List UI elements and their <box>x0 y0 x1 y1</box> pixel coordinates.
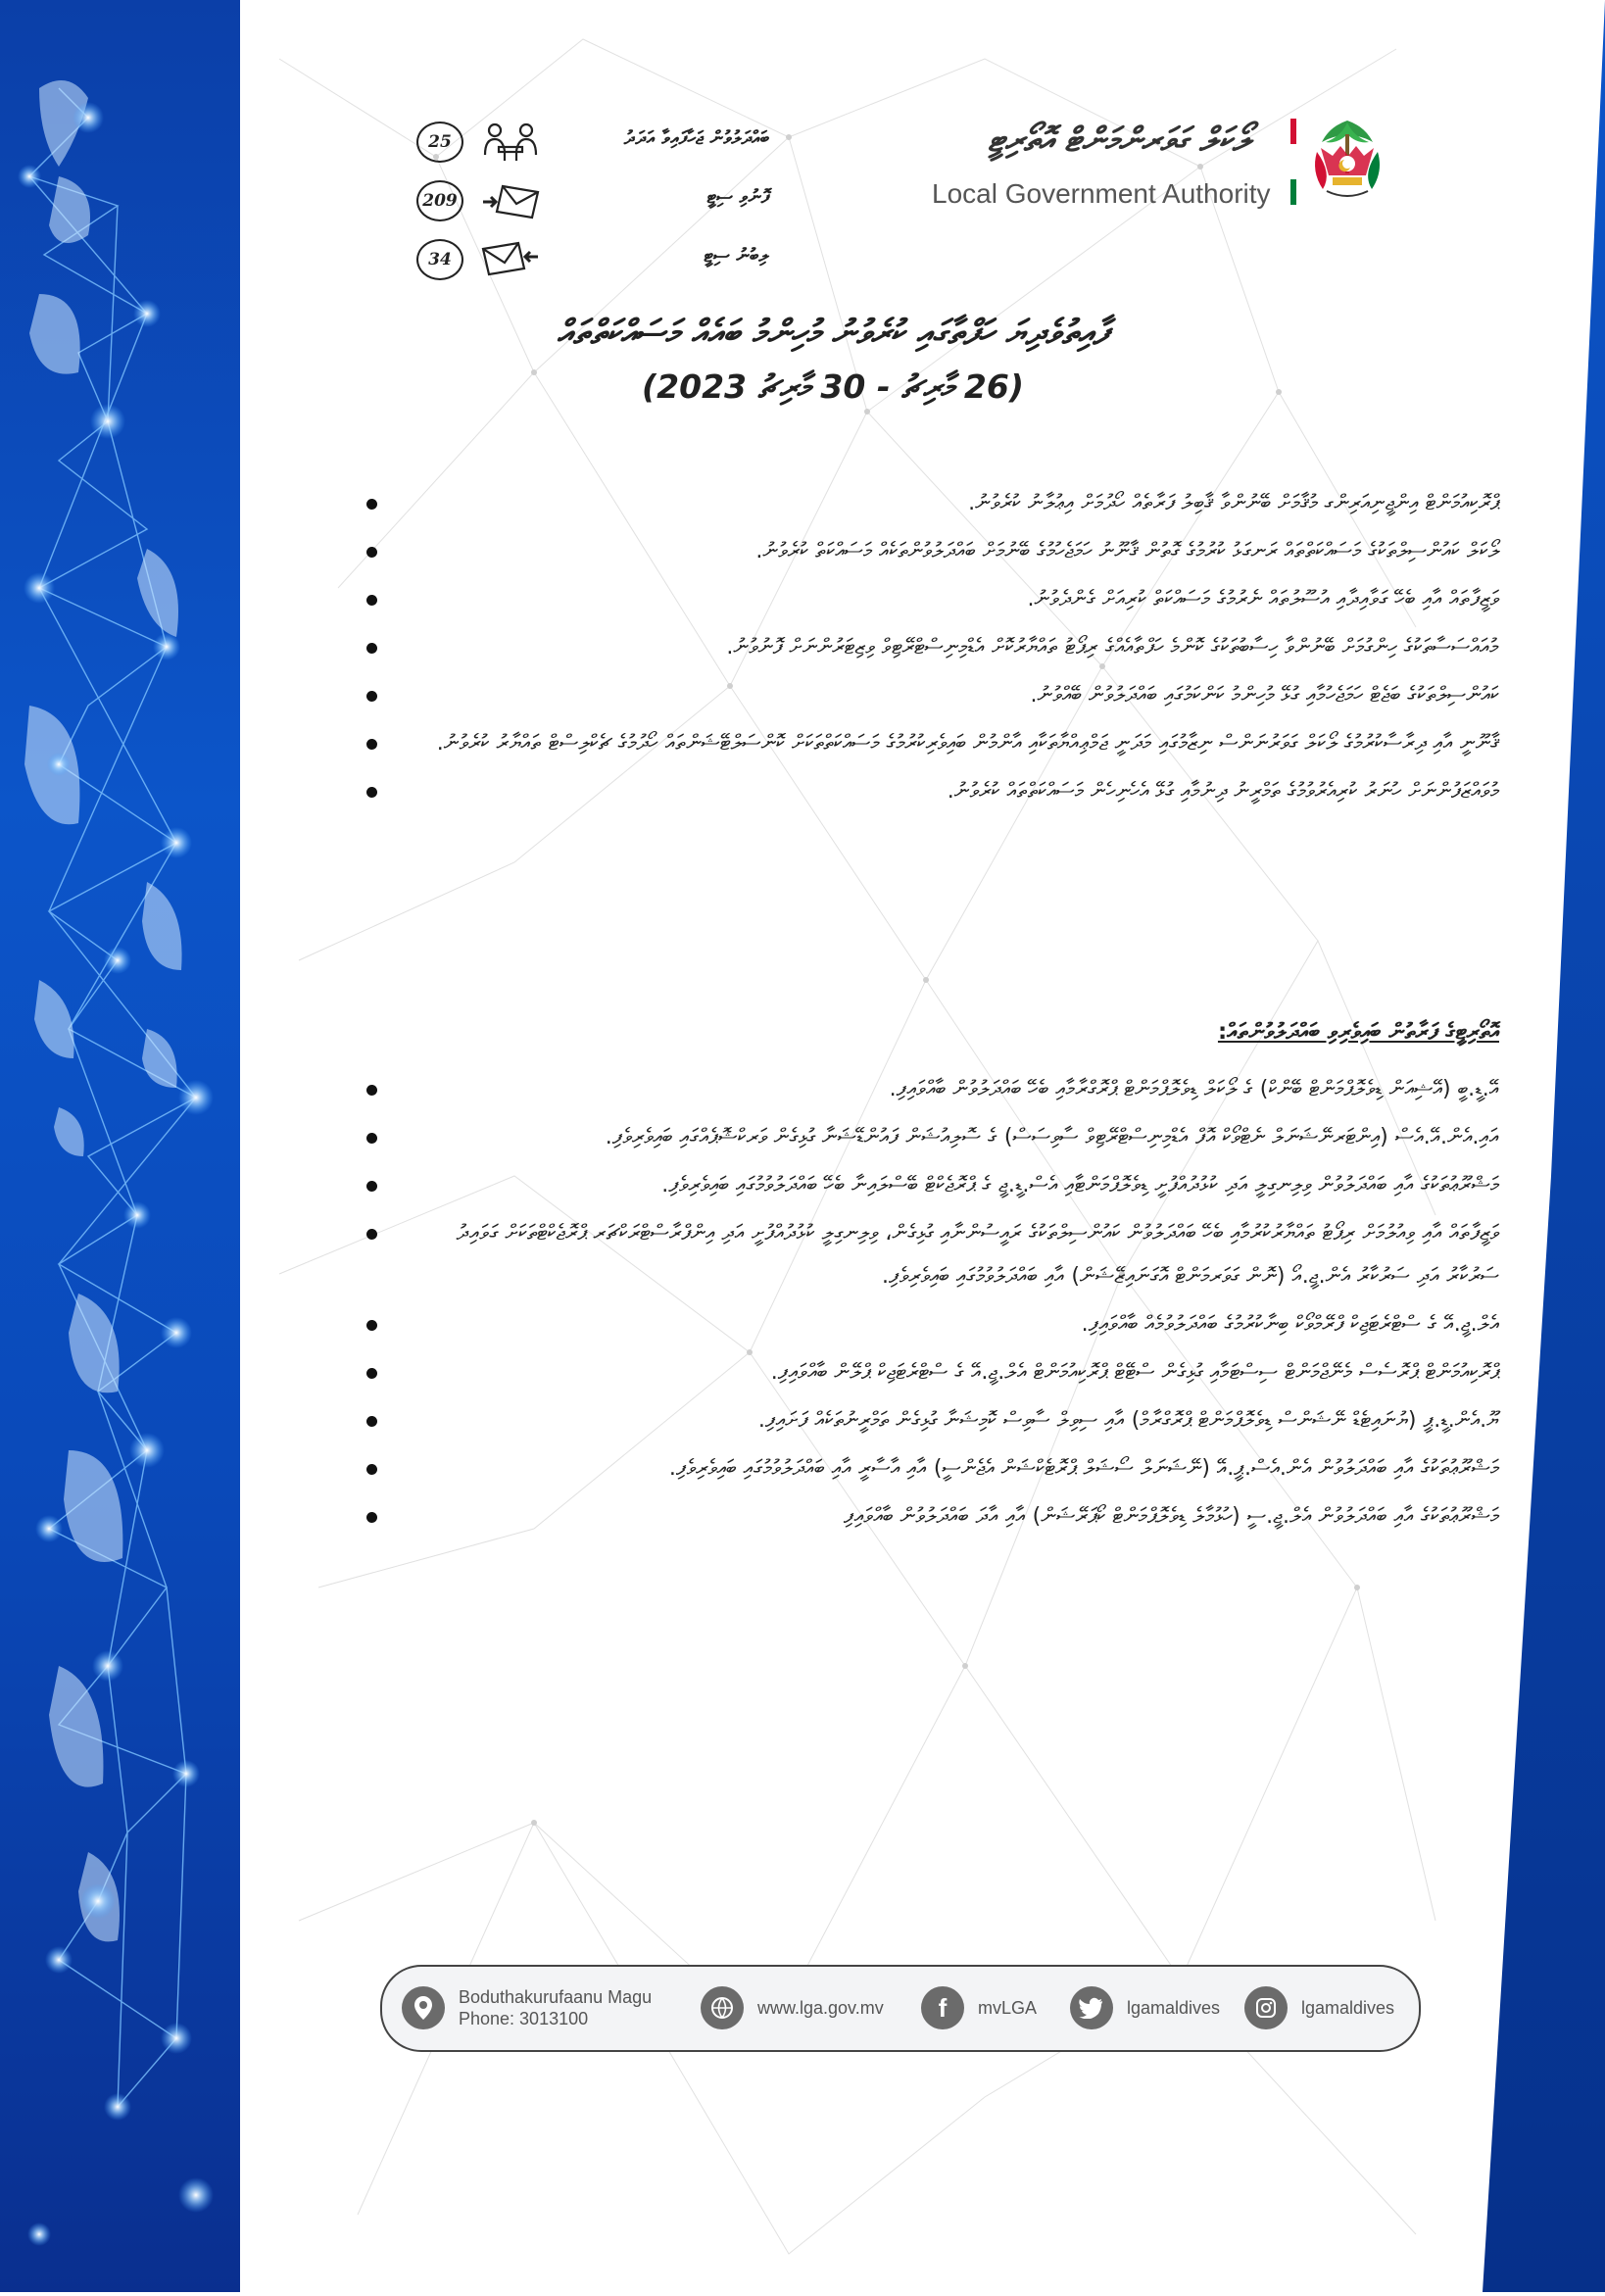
right-band-graphic <box>1483 0 1605 2292</box>
location-pin-icon <box>402 1986 445 2029</box>
meetings-attended-list <box>363 1068 1499 1539</box>
work-summary-list <box>363 482 1499 813</box>
list-item: ވަޒީފާތައް އާއި ބެހޭ ގަވާއިދާއި އުސޫލުތައް ނެރުމުގެ މަސައްކަތް ކުރިއަށް ގެންދެވުނު. <box>363 578 1499 621</box>
bullet-icon <box>366 691 377 702</box>
contact-footer <box>380 1965 1421 2052</box>
list-item: އައި.އެން.އޭ.އެސް (އިންޓަރނޭޝަނަލް ނެޓްވޯކް އޮފް އެޑްމިނިސްޓްރޭޓިވް ސާވިސަސް) ގެ ސޮލިއުޝަން ފައުންޑޭޝަނާ ގުޅިގެން ވަރކްޝޮޕެއްގައި ބައިވެރިވެފި. <box>363 1116 1499 1159</box>
bullet-icon <box>366 1512 377 1523</box>
twitter-icon <box>1070 1986 1113 2029</box>
received-letters-counter <box>416 235 769 284</box>
national-emblem-icon <box>1303 113 1391 206</box>
list-item: މުވައްޒަފުންނަށް ހުނަރު ކުރިއެރުވުމުގެ ތަމްރީނު ދިނުމާއި ގުޅޭ އެހެނިހެން މަސައްކަތްތައް ކުރެވުނު. <box>363 770 1499 813</box>
address-text <box>459 1986 652 2029</box>
list-item: މަޝްރޫޢުތަކުގެ އާއި ބައްދަލުވުން ވިލިނގިލީ އަދި ކުޅުދުއްފުށީ ޑިވެލޮޕްމަންޓާއި އެސް.ޑީ.ޖީ ގެ ޕްރޮޖެކްޓް ބޭސްލައިނާ ބެހޭ ބައްދަލުވުމުގައި ބައިވެރިވެފި. <box>363 1164 1499 1207</box>
received-letters-count: 34 <box>416 239 463 280</box>
sent-letters-counter <box>416 176 769 225</box>
list-item: ވަޒީފާތައް އާއި ވިއުލުމަށް ރިޕޯޓު ތައްޔާރުކުރުމާއި ބެހޭ ބައްދަލުވުން ކައުންސިލްތަކުގެ ރައީސުންނާއި ގުޅިގެން، ވިލިނގިލީ ކުޅުދުއްފުށީ އަދި އިންފްރާސްޓްރަކްޗަރ ޕްރޮޖެކްޓްތަކަށް ގަވައިދު ސަރުކާރު އަދި ސަރުކާރު އެން.ޖީ.އޯ (ނޮން ގަވަރމަންޓް އޮގަނައިޒޭޝަން) އާއި ބައްދަލުވުމުގައި ބައިވެރިވެފި. <box>363 1212 1499 1298</box>
list-item: ޔޫ.އެން.ޑީ.ޕީ (ޔުނައިޓެޑް ނޭޝަންސް ޑިވެލޮޕްމަންޓް ޕްރޮގްރާމް) އާއި ސިވިލް ސާވިސް ކޮމިޝަނާ ގުޅިގެން ތަމްރީނުތަކެއް ފަށައިފި. <box>363 1399 1499 1442</box>
document-date-range: (26 މާރިޗު - 30 މާރިޗު 2023) <box>642 367 1024 406</box>
meetings-count: 25 <box>416 122 463 163</box>
sent-letters-count: 209 <box>416 180 463 221</box>
twitter-item[interactable] <box>1070 1986 1220 2029</box>
island-network-graphic <box>0 0 240 2292</box>
bullet-icon <box>366 1181 377 1192</box>
list-item: އޭ.ޑީ.ބީ (އޭޝިއަން ޑިވެލޮޕްމަންޓް ބޭންކް) ގެ ލޯކަލް ޑިވެލޮޕްމަންޓް ޕްރޮގްރާމާއި ބެހޭ ބައްދަލުވުން ބާއްވައިފި. <box>363 1068 1499 1111</box>
list-item: ޤާނޫނީ އާއި ދިރާސާކުރުމުގެ ލޯކަލް ގަވަރުނަންސް ނިޒާމުގައި މަދަނީ ޖަމްޢިއްޔާތަކާއި އާންމުން ބައިވެރިކުރުމުގެ މަސައްކަތްތަކަށް ކޮންސަލްޓޭޝަންތައް ހޯދުމުގެ ޗެކްލިސްޓް ތައްޔާރު ކުރެވުނު. <box>363 722 1499 765</box>
bullet-icon <box>366 595 377 606</box>
bullet-icon <box>366 1416 377 1427</box>
decorative-side-band <box>0 0 240 2292</box>
lga-logo <box>926 113 1386 220</box>
globe-icon <box>701 1986 744 2029</box>
incoming-mail-icon <box>481 239 540 280</box>
bullet-icon <box>366 499 377 510</box>
facebook-item[interactable] <box>921 1986 1037 2029</box>
list-item: ޕްރޮކިއުމަންޓް ޕްރޮސެސް މެނޭޖްމަންޓް ސިސްޓަމާއި ގުޅިގެން ސްޓޭޓް ޕްރޮކިއުމަންޓް އެލް.ޖީ.އޭ ގެ ސްޓްރެޓަޖިކް ޕްލޭން ބާއްވައިފި. <box>363 1351 1499 1394</box>
instagram-icon <box>1244 1986 1288 2029</box>
bullet-icon <box>366 787 377 798</box>
decorative-right-band <box>1483 0 1605 2292</box>
meeting-icon <box>481 122 540 163</box>
list-item: މަޝްރޫޢުތަކުގެ އާއި ބައްދަލުވުން އެން.އެސް.ޕީ.އޭ (ނޭޝަނަލް ސޯޝަލް ޕްރޮޓެކްޝަން އެޖެންސީ) އާއި އާސާރީ އާއި ބައްދަލުވުމުގައި ބައިވެރިވެފި. <box>363 1447 1499 1490</box>
meetings-label: ބައްދަލުވުން ޖަހާފައިވާ އަދަދު <box>623 127 769 149</box>
bullet-icon <box>366 547 377 558</box>
list-item: ކައުންސިލްތަކުގެ ބަޖެޓް ހަމަޖެހުމާއި ގުޅޭ މުހިންމު ކަންކަމުގައި ބައްދަލުވުން ބޭއްވުނު. <box>363 674 1499 717</box>
authority-name-dhivehi: ލޯކަލް ގަވަރންމަންޓް އޮތޯރިޓީ <box>988 121 1249 160</box>
sent-letters-label: ފޮނުވި ސިޓީ <box>706 186 769 208</box>
bullet-icon <box>366 1133 377 1144</box>
meetings-counter <box>416 118 769 167</box>
list-item: ލޯކަލް ކައުންސިލްތަކުގެ މަސައްކަތްތައް ރަނގަޅު ކުރުމުގެ ގޮތުން ޤާނޫނު ހަމަޖެހުމުގެ ބޭނުމަށް ބައްދަލުވުންތަކެއް މަސައްކަތް ކުރެވުނު. <box>363 530 1499 573</box>
website-item[interactable] <box>701 1986 884 2029</box>
phone-number: Phone: 3013100 <box>459 2009 589 2028</box>
received-letters-label: ލިބުނު ސިޓީ <box>704 245 769 267</box>
bullet-icon <box>366 739 377 750</box>
meetings-section-heading: އޮތޯރިޓީގެ ފަރާތުން ބައިވެރިވި ބައްދަލުވުންތައް: <box>1217 1019 1499 1045</box>
red-flag-bar <box>1290 119 1296 144</box>
instagram-handle[interactable]: lgamaldives <box>1301 1998 1395 2018</box>
outgoing-mail-icon <box>481 180 540 221</box>
list-item: މުއައްސަސާތަކުގެ ހިންގުމަށް ބޭނުންވާ ހިސާބުތަކުގެ ކޮންމެ ހަފްތާއެއްގެ ރިޕޯޓު ތައްޔާރުކޮށް އެޑްމިނިސްޓްރޭޓިވް ވިޒިޓަރުންނަށް ފޮނުވުނު. <box>363 626 1499 669</box>
list-item: އެލް.ޖީ.އޭ ގެ ސްޓްރެޓަޖިކް ފްރޭމްވޯކް ބިނާކުރުމުގެ ބައްދަލުވުމެއް ބާއްވައިފި. <box>363 1303 1499 1346</box>
website-link[interactable]: www.lga.gov.mv <box>757 1998 884 2018</box>
bullet-icon <box>366 1368 377 1379</box>
bullet-icon <box>366 1464 377 1475</box>
bullet-icon <box>366 643 377 654</box>
twitter-handle[interactable]: lgamaldives <box>1127 1998 1221 2018</box>
facebook-icon: f <box>921 1986 964 2029</box>
street-address: Boduthakurufaanu Magu <box>459 1987 653 2007</box>
bullet-icon <box>366 1320 377 1331</box>
bullet-icon <box>366 1229 377 1240</box>
facebook-handle[interactable]: mvLGA <box>978 1998 1038 2018</box>
document-title: ފާއިތުވެދިޔަ ހަފްތާގައި ކުރެވުނު މުހިންމު ބައެއް މަސައްކަތްތައް <box>557 314 1109 353</box>
green-flag-bar <box>1290 179 1296 205</box>
list-item: ޕްރޮކިއުމަންޓް އިންޖީނިއަރިންގ މުޤާމަށް ބޭނުންވާ ޤާބިލު ފަރާތެއް ހޯދުމަށް އިޢުލާނު ކުރެވުނު. <box>363 482 1499 525</box>
authority-name-english: Local Government Authority <box>932 178 1271 209</box>
address-item <box>402 1986 652 2029</box>
instagram-item[interactable] <box>1244 1986 1394 2029</box>
bullet-icon <box>366 1085 377 1096</box>
list-item: މަޝްރޫޢުތަކުގެ އާއި ބައްދަލުވުން އެލް.ޖީ.ސީ (ހުޅުމާލެ ޑިވެލޮޕްމަންޓް ކޯޕަރޭޝަން) އާއި އާދަ ބައްދަލުވުން ބާއްވައިފި <box>363 1495 1499 1539</box>
